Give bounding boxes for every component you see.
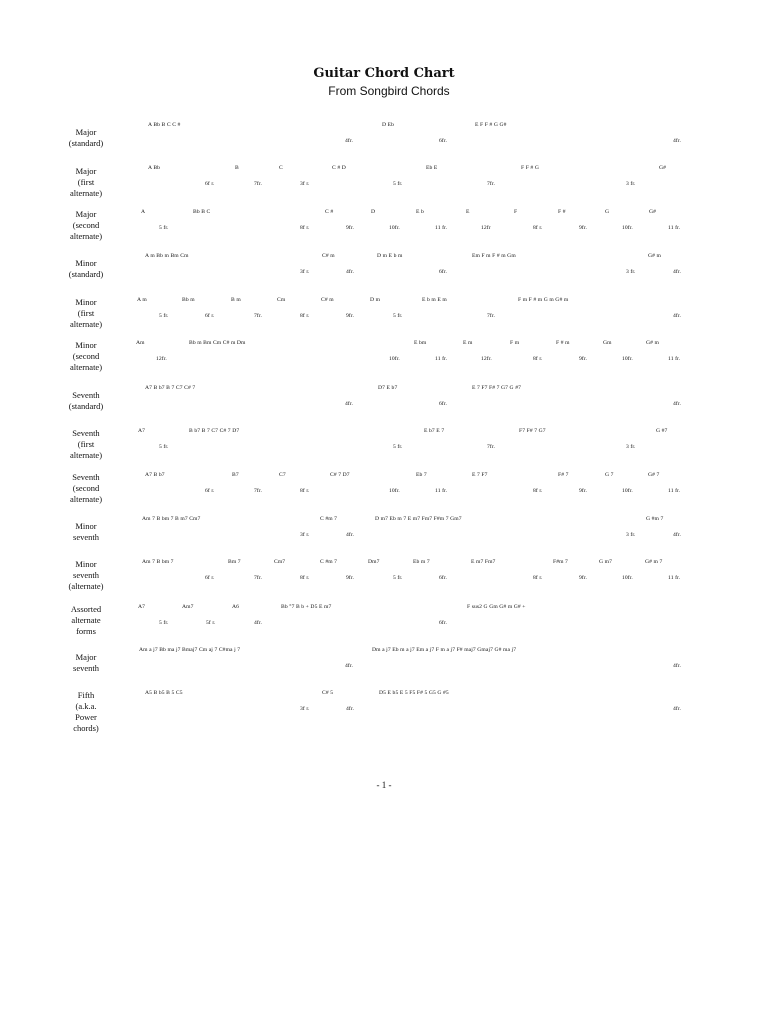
fret-position: 10fr. <box>389 488 400 494</box>
row-label <box>52 166 120 199</box>
row-label-line: alternate) <box>69 494 103 504</box>
row-label-line: Assorted <box>70 604 102 614</box>
fret-position: 6fr. <box>439 269 448 275</box>
chord-name: Eb m 7 <box>413 559 430 565</box>
fret-position: 6f r. <box>205 313 215 319</box>
chord-name: C <box>279 165 283 171</box>
fret-position: 9fr. <box>579 356 588 362</box>
row-label-line: (standard) <box>68 269 104 279</box>
chord-name: F#m 7 <box>553 559 568 565</box>
fret-position: 10fr. <box>622 575 633 581</box>
fret-position: 5 fr. <box>393 181 403 187</box>
chord-name: Em F m F # m Gm <box>472 253 516 259</box>
fret-position: 4fr. <box>673 706 682 712</box>
row-label-line: (alternate) <box>68 581 104 591</box>
fret-position: 11 fr. <box>668 225 681 231</box>
row-label <box>52 209 120 242</box>
chord-name: G 7 <box>605 472 614 478</box>
row-label-line: Seventh <box>72 390 100 400</box>
fret-position: 4fr. <box>673 138 682 144</box>
fret-position: 7fr. <box>254 488 263 494</box>
row-label-line: alternate) <box>69 231 103 241</box>
row-label-line: (second <box>72 483 100 493</box>
chord-name: D <box>371 209 376 215</box>
fret-position: 11 fr. <box>435 488 448 494</box>
chord-name: C # <box>325 209 334 215</box>
fret-position: 8f r. <box>300 575 310 581</box>
chord-name: A m <box>137 297 147 303</box>
fret-position: 12fr. <box>481 356 492 362</box>
chord-name: Gm <box>603 340 612 346</box>
row-label <box>52 258 120 280</box>
chord-name: A Bb B C C # <box>148 122 181 128</box>
page-subtitle: From Songbird Chords <box>328 84 450 98</box>
fret-position: 4fr. <box>345 138 354 144</box>
chord-name: C# 5 <box>322 690 334 696</box>
chord-name: E 7 F7 F# 7 G7 G #7 <box>472 385 521 391</box>
chord-name: F m <box>510 340 520 346</box>
fret-position: 3 fr. <box>626 269 636 275</box>
fret-position: 11 fr. <box>435 225 448 231</box>
fret-position: 8f r. <box>300 225 310 231</box>
chord-name: E 7 F7 <box>472 472 488 478</box>
row-label-line: Major <box>75 127 97 137</box>
chord-name: B m <box>231 297 241 303</box>
fret-position: 5 fr. <box>393 575 403 581</box>
chord-name: C # D <box>332 165 346 171</box>
fret-position: 6f r. <box>205 488 215 494</box>
chord-name: G m7 <box>599 559 612 565</box>
fret-position: 3f r. <box>300 269 310 275</box>
fret-position: 10fr. <box>622 356 633 362</box>
row-label <box>52 472 120 505</box>
fret-position: 6f r. <box>205 181 215 187</box>
row-label-line: Minor <box>75 559 97 569</box>
fret-position: 7fr. <box>254 575 263 581</box>
fret-position: 11 fr. <box>435 356 448 362</box>
chord-name: D Eb <box>382 122 395 128</box>
row-label-line: Seventh <box>72 428 100 438</box>
chord-name: E m <box>463 340 473 346</box>
chord-name: A6 <box>232 604 240 610</box>
row-label-line: forms <box>76 626 96 636</box>
chord-name: A m Bb m Bm Cm <box>145 253 189 259</box>
row-label-line: alternate <box>71 615 101 625</box>
row-label-line: (first <box>77 439 95 449</box>
chord-name: E b <box>416 209 424 215</box>
fret-position: 6f r. <box>205 575 215 581</box>
fret-position: 5 fr. <box>159 444 169 450</box>
chord-name: A7 <box>138 604 146 610</box>
chord-name: F sus2 G Gm G# m G# + <box>467 604 526 610</box>
fret-position: 9fr. <box>346 313 355 319</box>
fret-position: 11 fr. <box>668 488 681 494</box>
row-label-line: chords) <box>73 723 99 733</box>
fret-position: 12fr. <box>156 356 167 362</box>
chord-name: D m E b m <box>377 253 403 259</box>
fret-position: 3 fr. <box>626 532 636 538</box>
row-label <box>52 690 120 734</box>
fret-position: 7fr. <box>254 313 263 319</box>
chord-name: G# m <box>646 340 659 346</box>
row-label <box>52 297 120 330</box>
row-label-line: Minor <box>75 521 97 531</box>
fret-position: 9fr. <box>579 575 588 581</box>
chord-name: A5 B b5 B 5 C5 <box>145 690 183 696</box>
fret-position: 3f r. <box>300 181 310 187</box>
chord-name: E b7 E 7 <box>424 428 445 434</box>
row-label <box>52 652 120 674</box>
fret-position: 4fr. <box>254 620 263 626</box>
chord-name: Cm <box>277 297 286 303</box>
row-label <box>52 559 120 592</box>
row-label-line: alternate) <box>69 188 103 198</box>
fret-position: 7fr. <box>487 313 496 319</box>
fret-position: 4fr. <box>673 269 682 275</box>
chord-name: F F # G <box>521 165 539 171</box>
page-title: Guitar Chord Chart <box>313 66 455 81</box>
row-label <box>52 521 120 543</box>
fret-position: 8f r. <box>300 488 310 494</box>
fret-position: 3 fr. <box>626 181 636 187</box>
chord-name: G# 7 <box>648 472 660 478</box>
fret-position: 4fr. <box>346 532 355 538</box>
row-label-line: Minor <box>75 258 97 268</box>
chord-name: Dm a j7 Eb m a j7 Em a j7 F m a j7 F# maj7 Gmaj7 G# ma j7 <box>372 647 517 653</box>
chord-name: E <box>466 209 470 215</box>
chord-name: C7 <box>279 472 286 478</box>
fret-position: 9fr. <box>346 575 355 581</box>
fret-position: 10fr. <box>622 488 633 494</box>
chord-name: G <box>605 209 610 215</box>
fret-position: 8f r. <box>300 313 310 319</box>
chord-name: F7 F# 7 G7 <box>519 428 546 434</box>
fret-position: 4fr. <box>345 401 354 407</box>
chord-name: G# <box>649 209 657 215</box>
fret-position: 12fr <box>481 225 491 231</box>
row-label-line: alternate) <box>69 319 103 329</box>
fret-position: 9fr. <box>579 488 588 494</box>
row-label-line: seventh <box>73 532 99 542</box>
chord-name: Cm7 <box>274 559 286 565</box>
row-label <box>52 127 120 149</box>
fret-position: 11 fr. <box>668 356 681 362</box>
row-label-line: Seventh <box>72 472 100 482</box>
chord-name: F# 7 <box>558 472 569 478</box>
chord-name: C #m 7 <box>320 516 338 522</box>
chord-name: D m7 Eb m 7 E m7 Fm7 F#m 7 Gm7 <box>375 516 462 522</box>
row-label-line: (first <box>77 308 95 318</box>
fret-position: 7fr. <box>487 444 496 450</box>
fret-position: 3f r. <box>300 532 310 538</box>
row-label <box>52 390 120 412</box>
chord-name: F m F # m G m G# m <box>518 297 569 303</box>
fret-position: 8f r. <box>533 225 543 231</box>
chord-name: Am7 <box>182 604 194 610</box>
fret-position: 4fr. <box>346 706 355 712</box>
row-label-line: (standard) <box>68 401 104 411</box>
chord-name: Am 7 B bm 7 B m7 Cm7 <box>142 516 201 522</box>
row-label-line: (second <box>72 220 100 230</box>
chord-name: C# m <box>321 297 334 303</box>
row-label <box>52 428 120 461</box>
chord-name: G# <box>659 165 667 171</box>
fret-position: 4fr. <box>673 401 682 407</box>
chord-name: A7 B b7 <box>145 472 165 478</box>
row-label-line: (standard) <box>68 138 104 148</box>
row-label-line: Major <box>75 166 97 176</box>
chord-name: C #m 7 <box>320 559 338 565</box>
chord-name: C# m <box>322 253 335 259</box>
fret-position: 7fr. <box>487 181 496 187</box>
chord-name: Bb m Bm Cm C# m Dm <box>189 340 246 346</box>
row-label-line: (a.k.a. <box>75 701 97 711</box>
row-label-line: Major <box>75 652 97 662</box>
row-label-line: seventh <box>73 663 99 673</box>
chord-name: Bb °7 B b + D5 E m7 <box>281 604 332 610</box>
fret-position: 7fr. <box>254 181 263 187</box>
fret-position: 8f r. <box>533 356 543 362</box>
chord-name: Am 7 B bm 7 <box>142 559 174 565</box>
chord-name: E b m E m <box>422 297 447 303</box>
row-label <box>52 340 120 373</box>
fret-position: 6fr. <box>439 401 448 407</box>
chord-name: E F F # G G# <box>475 122 507 128</box>
chord-name: Am <box>136 340 145 346</box>
row-label-line: Minor <box>75 340 97 350</box>
fret-position: 8f r. <box>533 488 543 494</box>
row-label-line: Fifth <box>77 690 95 700</box>
chord-name: F # m <box>556 340 570 346</box>
fret-position: 6fr. <box>439 620 448 626</box>
chord-name: D5 E b5 E 5 F5 F# 5 G5 G #5 <box>379 690 449 696</box>
chord-name: A7 B b7 B 7 C7 C# 7 <box>145 385 196 391</box>
fret-position: 5 fr. <box>159 225 169 231</box>
chord-name: Bm 7 <box>228 559 241 565</box>
chord-name: F <box>514 209 518 215</box>
chord-name: G #m 7 <box>646 516 664 522</box>
fret-position: 4fr. <box>345 663 354 669</box>
fret-position: 6fr. <box>439 575 448 581</box>
row-label-line: Major <box>75 209 97 219</box>
chord-name: Dm7 <box>368 559 380 565</box>
chord-name: F # <box>558 209 566 215</box>
chord-name: Eb 7 <box>416 472 427 478</box>
chord-name: A Bb <box>148 165 161 171</box>
chord-name: B7 <box>232 472 239 478</box>
fret-position: 5f r. <box>206 620 216 626</box>
row-label-line: (second <box>72 351 100 361</box>
chord-name: D7 E b7 <box>378 385 398 391</box>
chord-name: Bb B C <box>193 209 211 215</box>
fret-position: 10fr. <box>389 225 400 231</box>
fret-position: 4fr. <box>673 663 682 669</box>
row-label-line: (first <box>77 177 95 187</box>
chord-name: B b7 B 7 C7 C# 7 D7 <box>189 428 240 434</box>
fret-position: 5 fr. <box>393 444 403 450</box>
fret-position: 10fr. <box>389 356 400 362</box>
fret-position: 4fr. <box>346 269 355 275</box>
fret-position: 6fr. <box>439 138 448 144</box>
chord-name: G# m <box>648 253 661 259</box>
fret-position: 11 fr. <box>668 575 681 581</box>
fret-position: 10fr. <box>622 225 633 231</box>
chord-name: Am a j7 Bb ma j7 Bmaj7 Cm aj 7 C#ma j 7 <box>139 647 241 653</box>
fret-position: 5 fr. <box>393 313 403 319</box>
fret-position: 4fr. <box>673 532 682 538</box>
row-label-line: alternate) <box>69 362 103 372</box>
chord-name: D m <box>370 297 381 303</box>
fret-position: 9fr. <box>579 225 588 231</box>
row-label-line: Power <box>75 712 97 722</box>
chord-name: Eb E <box>426 165 438 171</box>
fret-position: 5 fr. <box>159 313 169 319</box>
chord-name: G# m 7 <box>645 559 663 565</box>
row-label-line: seventh <box>73 570 99 580</box>
chord-name: A7 <box>138 428 146 434</box>
chord-name: E bm <box>414 340 427 346</box>
fret-position: 3f r. <box>300 706 310 712</box>
page-number: - 1 - <box>376 780 392 790</box>
row-label-line: alternate) <box>69 450 103 460</box>
fret-position: 5 fr. <box>159 620 169 626</box>
fret-position: 3 fr. <box>626 444 636 450</box>
chord-name: G #7 <box>656 428 668 434</box>
chord-name: E m7 Fm7 <box>471 559 496 565</box>
fret-position: 4fr. <box>673 313 682 319</box>
chord-name: B <box>235 165 239 171</box>
chord-name: C# 7 D7 <box>330 472 350 478</box>
chord-name: A <box>141 209 146 215</box>
row-label-line: Minor <box>75 297 97 307</box>
fret-position: 9fr. <box>346 225 355 231</box>
fret-position: 8f r. <box>533 575 543 581</box>
chord-name: Bb m <box>182 297 195 303</box>
row-label <box>52 604 120 637</box>
